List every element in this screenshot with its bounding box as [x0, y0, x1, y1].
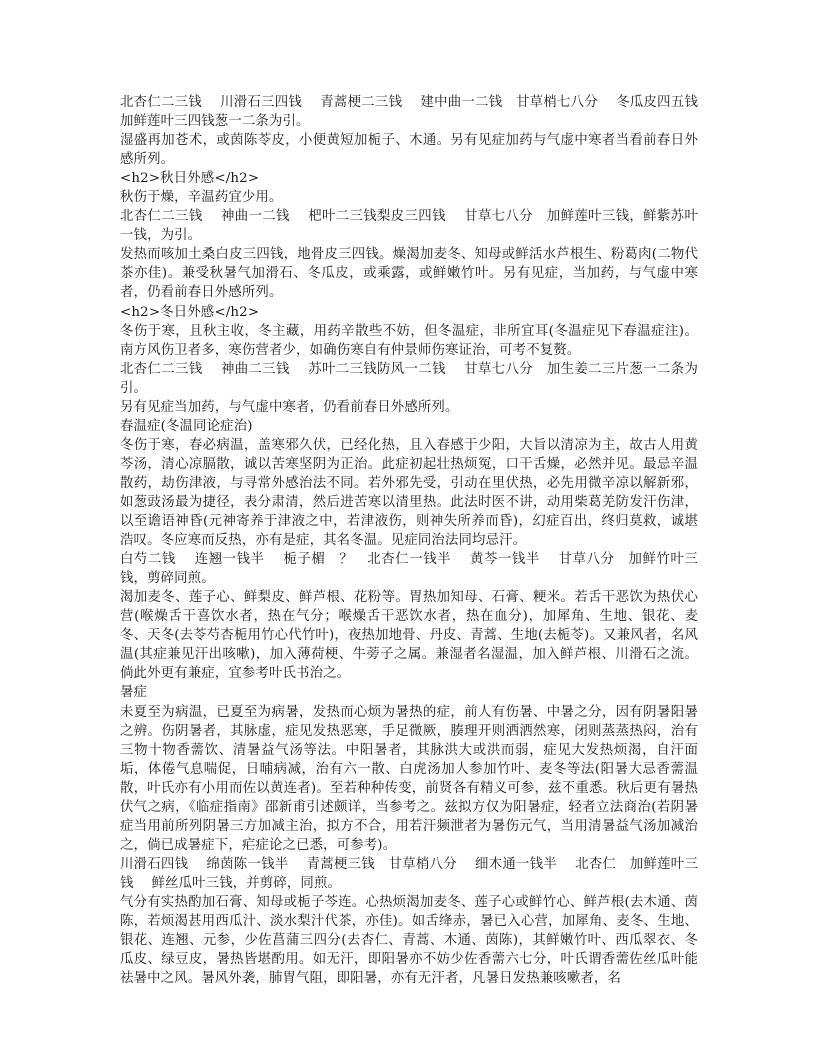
- paragraph: 发热而咳加土桑白皮三四钱，地骨皮三四钱。燥渴加麦冬、知母或鲜活水芦根生、粉葛肉(二物代茶亦佳)。兼受秋暑气加滑石、冬瓜皮，或乘露，或鲜嫩竹叶。另有见症，当加药，与气虚中寒者，仍看前春日外感所列。: [120, 247, 698, 301]
- paragraph: 北杏仁二三钱 神曲二三钱 苏叶二三钱防风一二钱 甘草七八分 加生姜二三片葱一二条为引。: [120, 361, 698, 396]
- paragraph: 冬伤于寒，且秋主收，冬主藏，用药辛散些不妨，但冬温症，非所宜耳(冬温症见下春温症注)。南方风伤卫者多，寒伤营者少，如确伤寒自有仲景师伤寒证治，可考不复赘。: [120, 323, 698, 358]
- paragraph: 北杏仁二三钱 神曲一二钱 杷叶二三钱梨皮三四钱 甘草七八分 加鲜莲叶三钱，鲜紫苏叶一钱，为引。: [120, 209, 698, 244]
- section-heading: <h2>冬日外感</h2>: [120, 304, 260, 320]
- section-heading: 暑症: [120, 685, 148, 701]
- document-page: [120, 93, 712, 988]
- paragraph: 渴加麦冬、莲子心、鲜梨皮、鲜芦根、花粉等。胃热加知母、石膏、粳米。若舌干恶饮为热伏心营(喉燥舌干喜饮水者，热在气分；喉燥舌干恶饮水者，热在血分)，加犀角、生地、银花、麦冬、天冬(去苓芍杏栀用竹心代竹叶)，夜热加地骨、丹皮、青蒿、生地(去栀苓)。又兼风者，名风温(其症兼见汗出咳嗽)，加入薄荷梗、牛蒡子之属。兼湿者名湿温，加入鲜芦根、川滑石之流。倘此外更有兼症，宜参考叶氏书治之。: [120, 590, 698, 682]
- paragraph: 另有见症当加药，与气虚中寒者，仍看前春日外感所列。: [120, 399, 459, 415]
- section-heading: 春温症(冬温同论症治): [120, 418, 253, 434]
- paragraph: 北杏仁二三钱 川滑石三四钱 青蒿梗二三钱 建中曲一二钱 甘草梢七八分 冬瓜皮四五钱 加鲜莲叶三四钱葱一二条为引。: [120, 95, 712, 130]
- paragraph: 冬伤于寒，春必病温，盖寒邪久伏，已经化热，且入春感于少阳，大旨以清凉为主，故古人用黄芩汤，清心凉膈散，诚以苦寒坚阴为正治。此症初起壮热烦冤，口干舌燥，必然并见。最忌辛温散药，劫伤津液，与寻常外感治法不同。若外邪先受，引动在里伏热，必先用微辛凉以解新邪，如葱豉汤最为捷径，表分肃清，然后进苦寒以清里热。此法时医不讲，动用柴葛羌防发汗伤津，以至谵语神昏(元神寄养于津液之中，若津液伤，则神失所养而昏)，幻症百出，终归莫救，诚堪浩叹。冬应寒而反热，亦有是症，其名冬温。见症同治法同均忌汗。: [120, 437, 698, 549]
- paragraph: 川滑石四钱 绵茵陈一钱半 青蒿梗三钱 甘草梢八分 细木通一钱半 北杏仁 加鲜莲叶三钱 鲜丝瓜叶三钱，并剪碎，同煎。: [120, 856, 698, 891]
- paragraph: 秋伤于燥，辛温药宜少用。: [120, 190, 283, 206]
- paragraph: 气分有实热酌加石膏、知母或栀子芩连。心热烦渴加麦冬、莲子心或鲜竹心、鲜芦根(去木通、茵陈，若烦渴甚用西瓜汁、淡水梨汁代茶，亦佳)。如舌绛赤，暑已入心营，加犀角、麦冬、生地、银花、连翘、元参，少佐菖蒲三四分(去杏仁、青蒿、木通、茵陈)，其鲜嫩竹叶、西瓜翠衣、冬瓜皮、绿豆皮，暑热皆堪酌用。如无汗，即阳暑亦不妨少佐香薷六七分，叶氏谓香薷佐丝瓜叶能祛暑中之风。暑风外袭，肺胃气阻，即阳暑，亦有无汗者，凡暑日发热兼咳嗽者，名: [120, 894, 698, 987]
- paragraph: 湿盛再加苍术，或茵陈苓皮，小便黄短加栀子、木通。另有见症加药与气虚中寒者当看前春日外感所列。: [120, 133, 698, 168]
- paragraph: 未夏至为病温，已夏至为病暑，发热而心烦为暑热的症，前人有伤暑、中暑之分，因有阴暑阳暑之辨。伤阴暑者，其脉虚，症见发热恶寒，手足微厥，腠理开则洒洒然寒，闭则蒸蒸热闷，治有三物十物香薷饮、清暑益气汤等法。中阳暑者，其脉洪大或洪而弱，症见大发热烦渴，自汗面垢，体倦气息喘促，日晡病减，治有六一散、白虎汤加人参加竹叶、麦冬等法(阳暑大忌香薷温散，叶氏亦有小用而佐以黄连者)。至若种种传变，前贤各有精义可参，兹不重悉。秋后更有暑热伏气之病，《临症指南》邵新甫引述颇详，当参考之。兹拟方仅为阳暑症，轻者立法商治(若阴暑症当用前所列阴暑三方加减主治，拟方不合，用若汗频泄者为暑伤元气，当用清暑益气汤加减治之，倘已成暑症下，疟症论之已悉，可参考)。: [120, 704, 698, 853]
- section-heading: <h2>秋日外感</h2>: [120, 171, 260, 187]
- paragraph: 白芍二钱 连翘一钱半 栀子楣 ？ 北杏仁一钱半 黄芩一钱半 甘草八分 加鲜竹叶三钱，剪碎同煎。: [120, 552, 698, 587]
